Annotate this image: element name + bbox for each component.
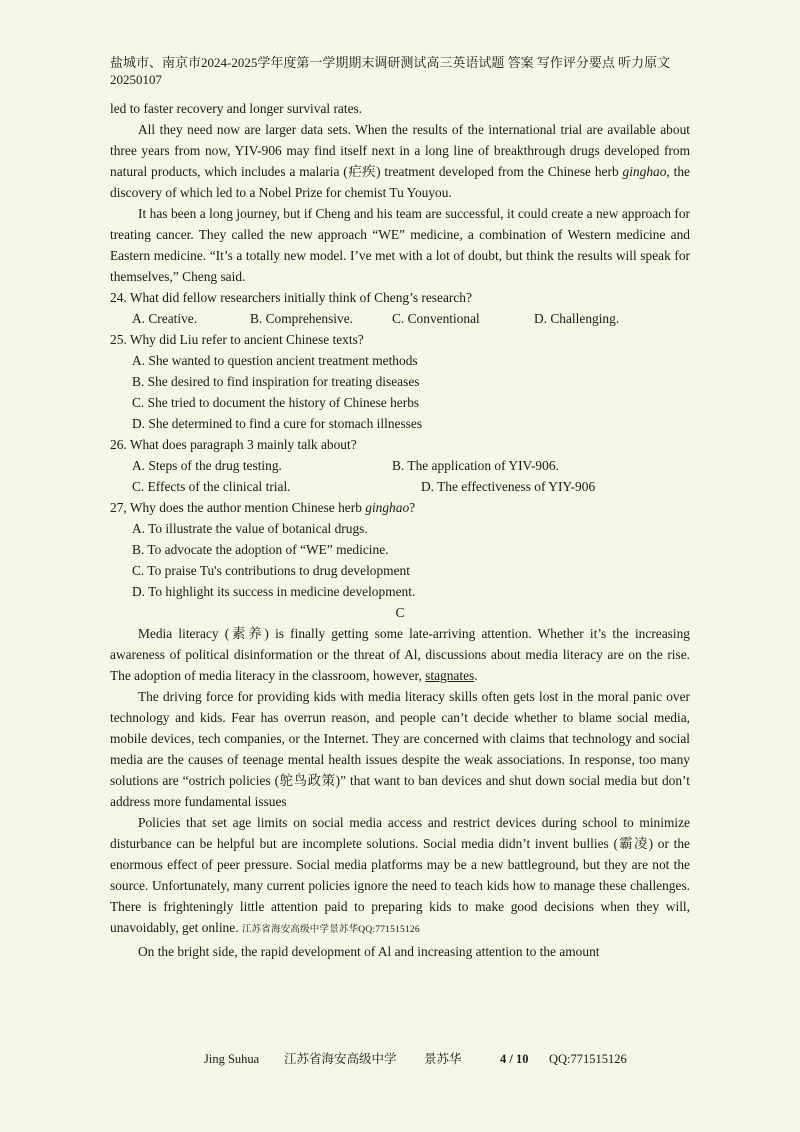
question-25: 25. Why did Liu refer to ancient Chinese texts?	[110, 332, 364, 347]
option: C. Effects of the clinical trial.	[132, 479, 291, 494]
option: B. She desired to find inspiration for treating diseases	[132, 374, 420, 389]
option: B. To advocate the adoption of “WE” medicine.	[132, 542, 389, 557]
question-26-options-cd	[110, 476, 690, 497]
paragraph-media-literacy: Media literacy (素养) is finally getting some late-arriving attention. Whether it’s the increasing awareness of political disinformation or the threat of Al, discussions about media literacy are on the rise. The adoption of media literacy in the classroom, however, stagnates.	[110, 626, 690, 683]
question-24: 24. What did fellow researchers initially think of Cheng’s research?	[110, 290, 472, 305]
paragraph-we-medicine: It has been a long journey, but if Cheng and his team are successful, it could create a new approach for treating cancer. They called the new approach “WE” medicine, a combination of Western medicine and Eastern medicine. “It’s a totally new model. I’ve met with a lot of doubt, but think the results will speak for themselves,” Cheng said.	[110, 206, 690, 284]
section-label-c: C	[395, 605, 405, 620]
option: D. Challenging.	[534, 311, 620, 326]
paragraph-continuation: led to faster recovery and longer survival rates.	[110, 101, 363, 116]
option: C. To praise Tu's contributions to drug development	[132, 563, 410, 578]
option: A. She wanted to question ancient treatment methods	[132, 353, 418, 368]
question-26-options-ab	[110, 455, 690, 476]
question-24-options	[110, 308, 690, 329]
footer-name: Jing Suhua	[204, 1052, 260, 1066]
option: D. She determined to find a cure for stomach illnesses	[132, 416, 423, 431]
watermark-text: 江苏省海安高级中学景苏华QQ:771515126	[241, 925, 420, 935]
question-26: 26. What does paragraph 3 mainly talk about?	[110, 437, 357, 452]
option: D. To highlight its success in medicine development.	[132, 584, 416, 599]
footer-qq: QQ:771515126	[549, 1052, 627, 1066]
option: C. Conventional	[392, 311, 480, 326]
page-content	[110, 98, 690, 962]
herb-name: ginghao	[622, 164, 667, 179]
paragraph-data-sets: All they need now are larger data sets. When the results of the international trial are available about three years from now, YIV-906 may find itself next in a long line of breakthrough drugs developed from natural products, which includes a malaria (疟疾) treatment developed from the Chinese herb ginghao, the discovery of which led to a Nobel Prize for chemist Tu Youyou.	[110, 122, 690, 200]
footer-school: 江苏省海安高级中学	[284, 1052, 397, 1066]
question-27: 27, Why does the author mention Chinese herb ginghao?	[110, 500, 416, 515]
paragraph-driving-force: The driving force for providing kids with media literacy skills often gets lost in the moral panic over technology and kids. Fear has overrun reason, and people can’t decide whether to blame social media, mobile devices, tech companies, or the Internet. They are concerned with claims that technology and social media are the causes of teenage mental health issues despite the weak associations. In response, too many solutions are “ostrich policies (鸵鸟政策)” that want to ban devices and shut down social media but don’t address more fundamental issues	[110, 689, 690, 809]
page-header	[110, 54, 694, 88]
footer-teacher: 景苏华	[424, 1052, 462, 1066]
paragraph-bright-side: On the bright side, the rapid development of Al and increasing attention to the amount	[138, 944, 600, 959]
option: C. She tried to document the history of Chinese herbs	[132, 395, 420, 410]
paragraph-policies: Policies that set age limits on social media access and restrict devices during school to minimize disturbance can be helpful but are incomplete solutions. Social media didn’t invent bullies (霸凌) or the enormous effect of peer pressure. Social media platforms may be a new battleground, but they are not the source. Unfortunately, many current policies ignore the need to teach kids how to manage these challenges. There is frighteningly little attention paid to preparing kids to make good decisions when they will, unavoidably, get online. 江苏省海安高级中学景苏华QQ:771515126	[110, 815, 690, 935]
underlined-word: stagnates	[425, 668, 475, 683]
option: B. Comprehensive.	[250, 311, 354, 326]
option: D. The effectiveness of YIY-906	[421, 479, 596, 494]
header-date: 20250107	[110, 72, 162, 87]
header-title: 盐城市、南京市2024-2025学年度第一学期期末调研测试高三英语试题 答案 写作评分要点 听力原文	[110, 55, 671, 70]
option: A. To illustrate the value of botanical drugs.	[132, 521, 368, 536]
option: A. Steps of the drug testing.	[132, 458, 282, 473]
option: A. Creative.	[132, 311, 198, 326]
page-number: 4 / 10	[500, 1052, 529, 1066]
herb-name: ginghao	[365, 500, 410, 515]
option: B. The application of YIV-906.	[392, 458, 559, 473]
